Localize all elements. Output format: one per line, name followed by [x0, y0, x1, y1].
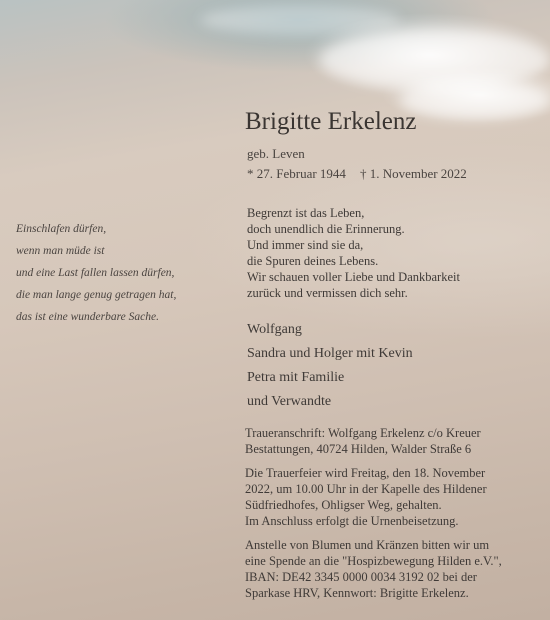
life-dates	[247, 166, 467, 182]
poem-line: das ist eine wunderbare Sache.	[16, 311, 159, 323]
verse-line: Und immer sind sie da,	[247, 238, 364, 252]
deceased-name: Brigitte Erkelenz	[245, 108, 417, 135]
poem-line: wenn man müde ist	[16, 245, 105, 257]
poem-line: Einschlafen dürfen,	[16, 223, 107, 235]
donation-line: eine Spende an die "Hospizbewegung Hilden e.V.",	[245, 554, 502, 568]
verse-line: Wir schauen voller Liebe und Dankbarkeit	[247, 270, 460, 284]
address-line: Traueranschrift: Wolfgang Erkelenz c/o Kreuer	[245, 426, 481, 440]
ceremony-line: Die Trauerfeier wird Freitag, den 18. November	[245, 466, 486, 480]
birth-name: geb. Leven	[247, 146, 305, 161]
family-line: Sandra und Holger mit Kevin	[247, 346, 413, 361]
address-line: Bestattungen, 40724 Hilden, Walder Straße 6	[245, 442, 472, 456]
wave-foam	[320, 30, 550, 90]
family-line: Wolfgang	[247, 322, 302, 337]
wave-foam	[400, 80, 550, 120]
ceremony-line: Im Anschluss erfolgt die Urnenbeisetzung.	[245, 514, 459, 528]
family-line: Petra mit Familie	[247, 370, 345, 385]
family-line: und Verwandte	[247, 394, 332, 409]
donation-line: Sparkase HRV, Kennwort: Brigitte Erkelenz.	[245, 586, 469, 600]
birth-date: * 27. Februar 1944	[247, 166, 346, 181]
poem	[16, 218, 216, 328]
ceremony-info	[245, 465, 487, 529]
verse-line: doch unendlich die Erinnerung.	[247, 222, 405, 236]
poem-line: die man lange genug getragen hat,	[16, 289, 177, 301]
wave-foam	[200, 5, 400, 35]
verse-line: Begrenzt ist das Leben,	[247, 206, 365, 220]
memorial-verse	[247, 205, 460, 301]
death-date: † 1. November 2022	[359, 166, 467, 181]
ceremony-line: 2022, um 10.00 Uhr in der Kapelle des Hildener	[245, 482, 487, 496]
verse-line: die Spuren deines Lebens.	[247, 254, 379, 268]
poem-line: und eine Last fallen lassen dürfen,	[16, 267, 175, 279]
mourning-address	[245, 425, 481, 457]
donation-line: IBAN: DE42 3345 0000 0034 3192 02 bei der	[245, 570, 477, 584]
donation-info	[245, 537, 502, 601]
family-mourners	[247, 318, 413, 414]
verse-line: zurück und vermissen dich sehr.	[247, 286, 408, 300]
ceremony-line: Südfriedhofes, Ohligser Weg, gehalten.	[245, 498, 442, 512]
donation-line: Anstelle von Blumen und Kränzen bitten wir um	[245, 538, 490, 552]
